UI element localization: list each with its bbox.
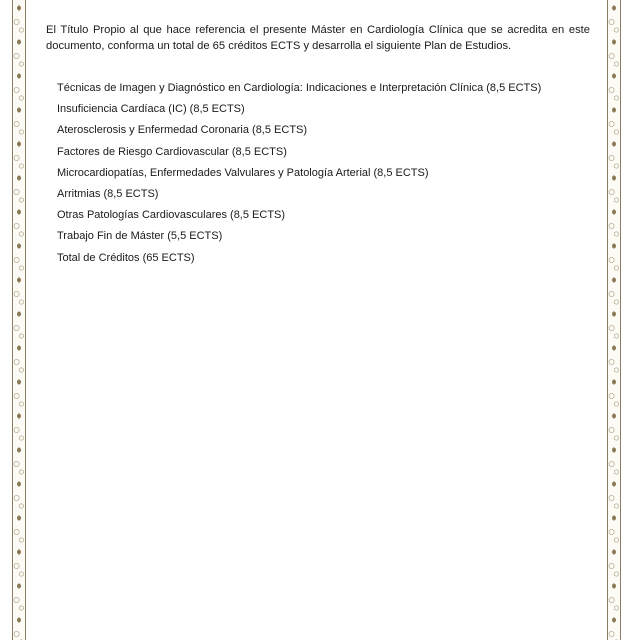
plan-item: Trabajo Fin de Máster (5,5 ECTS) (57, 230, 223, 243)
intro-paragraph: El Título Propio al que hace referencia el presente Máster en Cardiología Clínica que se acredita en este documento, conforma un total de 65 créditos ECTS y desarrolla el siguiente Plan de Estudios. (46, 24, 590, 52)
study-plan-list (57, 82, 541, 273)
ornamental-border-right (607, 0, 621, 640)
plan-item: Aterosclerosis y Enfermedad Coronaria (8,5 ECTS) (57, 124, 308, 137)
plan-item: Insuficiencia Cardíaca (IC) (8,5 ECTS) (57, 103, 245, 116)
plan-item: Técnicas de Imagen y Diagnóstico en Cardiología: Indicaciones e Interpretación Clínica (8,5 ECTS) (57, 82, 542, 94)
plan-item: Microcardiopatías, Enfermedades Valvulares y Patología Arterial (8,5 ECTS) (57, 166, 429, 179)
plan-item: Factores de Riesgo Cardiovascular (8,5 ECTS) (57, 145, 287, 158)
ornamental-border-left (12, 0, 26, 640)
document-body (46, 22, 590, 54)
plan-total: Total de Créditos (65 ECTS) (57, 251, 195, 264)
plan-item: Otras Patologías Cardiovasculares (8,5 ECTS) (57, 209, 286, 222)
plan-item: Arritmias (8,5 ECTS) (57, 187, 159, 200)
